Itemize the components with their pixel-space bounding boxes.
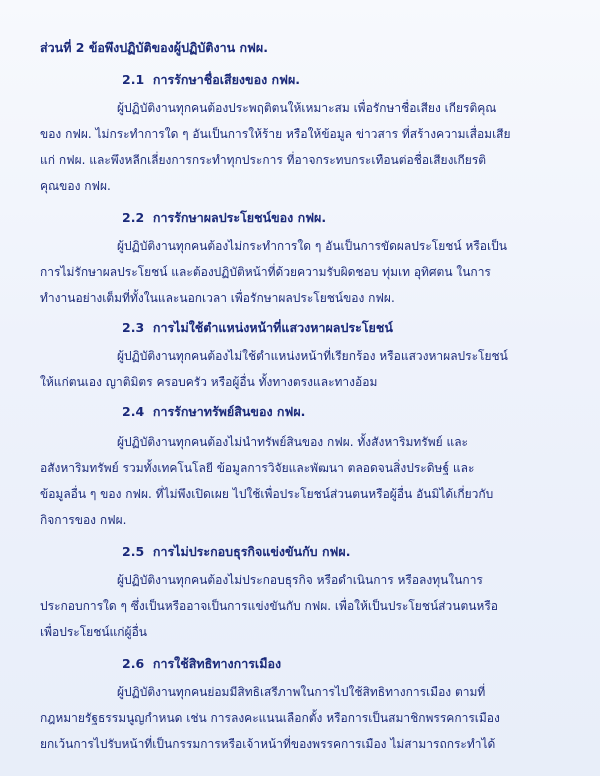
- paragraph-line: กิจการของ กฟผ.: [40, 513, 127, 527]
- paragraph-line: ผู้ปฏิบัติงานทุกคนต้องไม่ใช้ตำแหน่งหน้าที่เรียกร้อง หรือแสวงหาผลประโยชน์: [117, 349, 508, 363]
- paragraph-line: ข้อมูลอื่น ๆ ของ กฟผ. ที่ไม่พึงเปิดเผย ไปใช้เพื่อประโยชน์ส่วนตนหรือผู้อื่น อันมิได้เกี่ยวกับ: [40, 487, 494, 501]
- section-heading-2-2: [122, 208, 326, 228]
- section-title: การไม่ใช้ตำแหน่งหน้าที่แสวงหาผลประโยชน์: [152, 320, 393, 335]
- paragraph-line: ผู้ปฏิบัติงานทุกคนต้องประพฤติตนให้เหมาะสม เพื่อรักษาชื่อเสียง เกียรติคุณ: [117, 101, 497, 115]
- section-number: 2.2: [122, 210, 145, 225]
- part-title: ส่วนที่ 2 ข้อพึงปฏิบัติของผู้ปฏิบัติงาน กฟผ.: [40, 40, 268, 55]
- paragraph-line: ของ กฟผ. ไม่กระทำการใด ๆ อันเป็นการให้ร้าย หรือให้ข้อมูล ข่าวสาร ที่สร้างความเสื่อมเสีย: [40, 127, 511, 141]
- section-number: 2.4: [122, 404, 145, 419]
- paragraph-line: ให้แก่ตนเอง ญาติมิตร ครอบครัว หรือผู้อื่น ทั้งทางตรงและทางอ้อม: [40, 375, 378, 389]
- section-title: การรักษาชื่อเสียงของ กฟผ.: [152, 72, 301, 87]
- section-heading-2-4: [122, 402, 305, 422]
- section-number: 2.5: [122, 544, 145, 559]
- section-title: การรักษาทรัพย์สินของ กฟผ.: [152, 404, 306, 419]
- section-title: การใช้สิทธิทางการเมือง: [152, 656, 282, 671]
- paragraph-line: เพื่อประโยชน์แก่ผู้อื่น: [40, 625, 147, 639]
- section-number: 2.1: [122, 72, 145, 87]
- section-heading-2-3: [122, 318, 393, 338]
- section-number: 2.6: [122, 656, 145, 671]
- section-number: 2.3: [122, 320, 145, 335]
- section-heading-2-6: [122, 654, 281, 674]
- paragraph-line: การไม่รักษาผลประโยชน์ และต้องปฏิบัติหน้าที่ด้วยความรับผิดชอบ ทุ่มเท อุทิศตน ในการ: [40, 265, 491, 279]
- paragraph-line: ทำงานอย่างเต็มที่ทั้งในและนอกเวลา เพื่อรักษาผลประโยชน์ของ กฟผ.: [40, 291, 395, 305]
- paragraph-line: ผู้ปฏิบัติงานทุกคนย่อมมีสิทธิเสรีภาพในการไปใช้สิทธิทางการเมือง ตามที่: [117, 685, 486, 699]
- paragraph-line: แก่ กฟผ. และพึงหลีกเลี่ยงการกระทำทุกประการ ที่อาจกระทบกระเทือนต่อชื่อเสียงเกียรติ: [40, 153, 487, 167]
- section-title: การรักษาผลประโยชน์ของ กฟผ.: [152, 210, 327, 225]
- paragraph-line: ผู้ปฏิบัติงานทุกคนต้องไม่ประกอบธุรกิจ หรือดำเนินการ หรือลงทุนในการ: [117, 573, 483, 587]
- paragraph-line: อสังหาริมทรัพย์ รวมทั้งเทคโนโลยี ข้อมูลการวิจัยและพัฒนา ตลอดจนสิ่งประดิษฐ์ และ: [40, 461, 475, 475]
- section-title: การไม่ประกอบธุรกิจแข่งขันกับ กฟผ.: [152, 544, 351, 559]
- paragraph-line: ประกอบการใด ๆ ซึ่งเป็นหรืออาจเป็นการแข่งขันกับ กฟผ. เพื่อให้เป็นประโยชน์ส่วนตนหรือ: [40, 599, 498, 613]
- section-heading-2-1: [122, 70, 300, 90]
- paragraph-line: ผู้ปฏิบัติงานทุกคนต้องไม่กระทำการใด ๆ อันเป็นการขัดผลประโยชน์ หรือเป็น: [117, 239, 507, 253]
- paragraph-line: กฎหมายรัฐธรรมนูญกำหนด เช่น การลงคะแนนเลือกตั้ง หรือการเป็นสมาชิกพรรคการเมือง: [40, 711, 500, 725]
- paragraph-line: ผู้ปฏิบัติงานทุกคนต้องไม่นำทรัพย์สินของ กฟผ. ทั้งสังหาริมทรัพย์ และ: [117, 435, 468, 449]
- paragraph-line: ยกเว้นการไปรับหน้าที่เป็นกรรมการหรือเจ้าหน้าที่ของพรรคการเมือง ไม่สามารถกระทำได้: [40, 737, 496, 751]
- section-heading-2-5: [122, 542, 350, 562]
- paragraph-line: คุณของ กฟผ.: [40, 179, 111, 193]
